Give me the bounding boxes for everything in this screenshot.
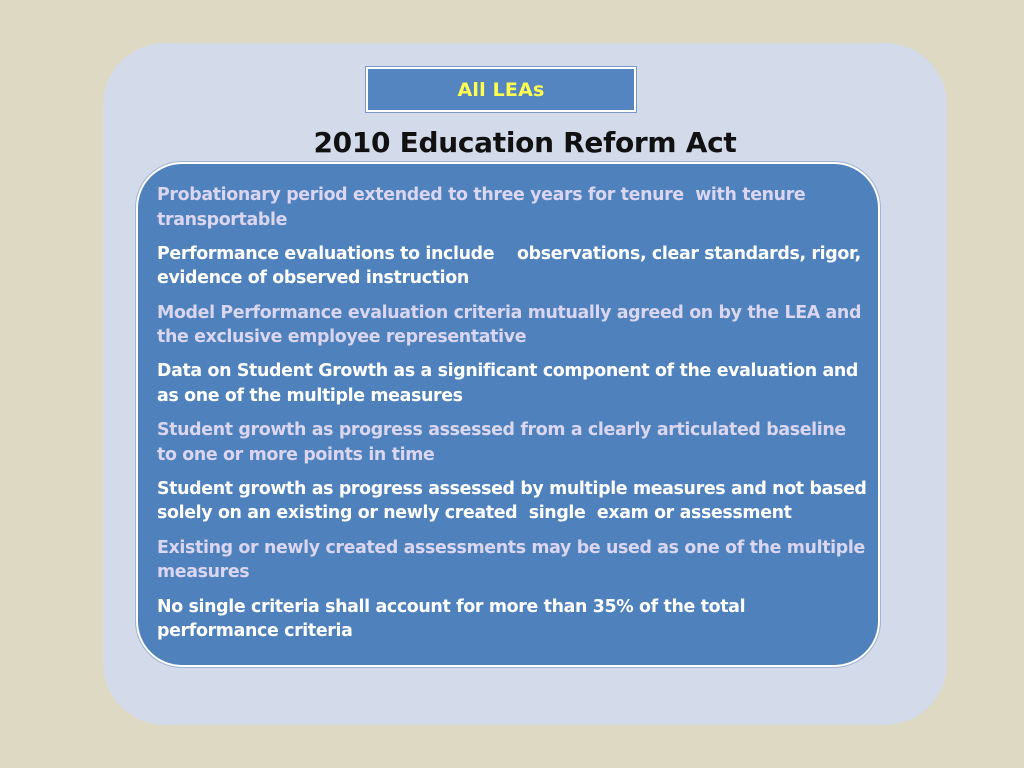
bullet-item: Student growth as progress assessed by multiple measures and not based solely on an existing or newly created single exam or assessment <box>157 478 873 524</box>
bullet-item: Existing or newly created assessments may be used as one of the multiple measures <box>157 537 871 583</box>
bullet-item: Probationary period extended to three years for tenure with tenure transportable <box>157 185 812 230</box>
bullet-item: Performance evaluations to include observations, clear standards, rigor, evidence of observed instruction <box>157 243 867 289</box>
bullet-item: Data on Student Growth as a significant component of the evaluation and as one of the multiple measures <box>157 361 864 406</box>
bullet-item: Student growth as progress assessed from a clearly articulated baseline to one or more points in time <box>157 420 852 465</box>
bullet-item: No single criteria shall account for more than 35% of the total performance criteria <box>157 596 751 642</box>
scope-tag <box>366 67 636 112</box>
bullet-list <box>157 183 873 644</box>
scope-tag-label: All LEAs <box>457 78 545 101</box>
slide-title: 2010 Education Reform Act <box>313 126 737 159</box>
content-box <box>136 162 880 667</box>
bullet-item: Model Performance evaluation criteria mutually agreed on by the LEA and the exclusive employee representative <box>157 302 867 348</box>
